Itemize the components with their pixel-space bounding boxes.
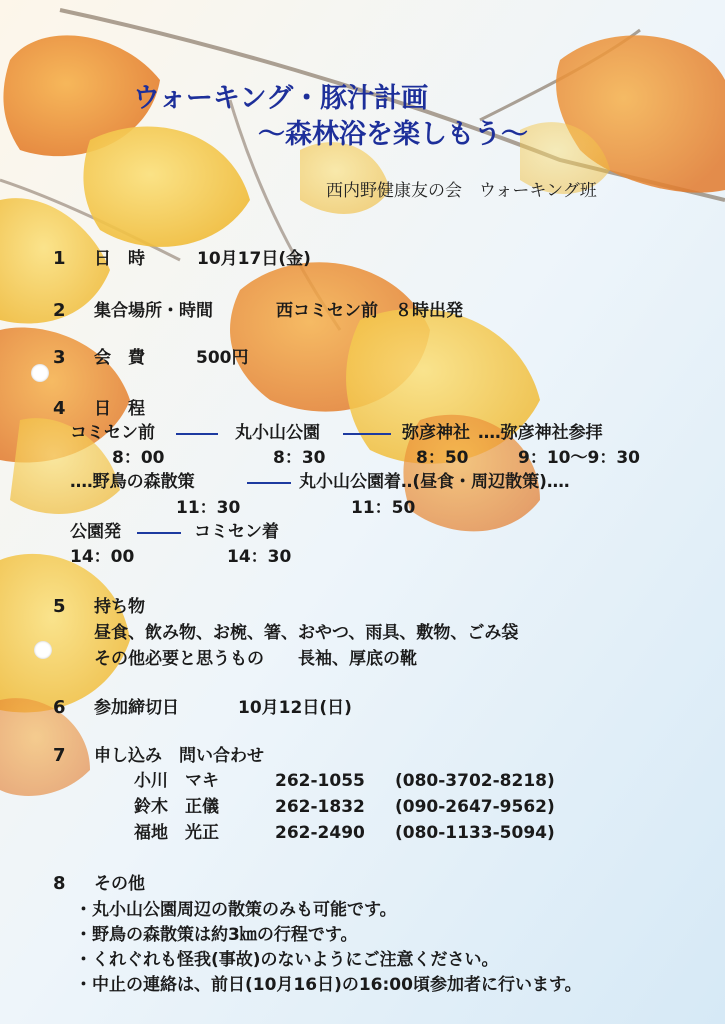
title-line-2: 〜森林浴を楽しもう〜 — [258, 119, 528, 150]
note-item: ・野鳥の森散策は約3㎞の行程です。 — [75, 925, 358, 945]
contact-phone: 262-1055 — [275, 771, 365, 791]
section-3-label: 会 費 — [94, 348, 145, 368]
punch-hole-bottom — [34, 641, 52, 659]
schedule-time: 14：00 — [70, 547, 135, 567]
belongings-line-1: 昼食、飲み物、お椀、箸、おやつ、雨具、敷物、ごみ袋 — [94, 623, 519, 643]
section-8-label: その他 — [94, 874, 145, 894]
schedule-time: 8：50 — [416, 448, 469, 468]
connector-line — [247, 482, 291, 484]
contact-name: 鈴木 正儀 — [134, 797, 219, 817]
contact-phone: 262-1832 — [275, 797, 365, 817]
section-4-label: 日 程 — [94, 399, 145, 419]
section-2-number: 2 — [53, 300, 66, 321]
note-item: ・中止の連絡は、前日(10月16日)の16:00頃参加者に行います。 — [75, 975, 582, 995]
section-1-number: 1 — [53, 248, 66, 269]
schedule-time: 14：30 — [227, 547, 292, 567]
belongings-line-2: その他必要と思うもの 長袖、厚底の靴 — [94, 649, 417, 669]
schedule-stop-shrine-visit: ‥‥弥彦神社参拝 — [478, 423, 603, 443]
section-5-number: 5 — [53, 596, 66, 617]
contact-name: 福地 光正 — [134, 823, 219, 843]
connector-line — [137, 532, 181, 534]
schedule-stop-shrine: 弥彦神社 — [402, 423, 470, 443]
section-6-number: 6 — [53, 697, 66, 718]
schedule-stop-park-depart: 公園発 — [70, 522, 121, 542]
organizer: 西内野健康友の会 ウォーキング班 — [326, 181, 597, 201]
schedule-time: 8：30 — [273, 448, 326, 468]
section-1-label: 日 時 — [94, 249, 145, 269]
schedule-stop-komisen: コミセン前 — [70, 423, 155, 443]
note-item: ・丸小山公園周辺の散策のみも可能です。 — [75, 900, 397, 920]
section-5-label: 持ち物 — [94, 597, 145, 617]
connector-line — [176, 433, 218, 435]
contact-mobile: (080-1133-5094) — [395, 823, 555, 843]
contact-mobile: (080-3702-8218) — [395, 771, 555, 791]
contact-phone: 262-2490 — [275, 823, 365, 843]
title-line-1: ウォーキング・豚汁計画 — [133, 83, 429, 114]
contact-name: 小川 マキ — [134, 771, 219, 791]
section-3-value: 500円 — [196, 348, 249, 368]
section-1-value: 10月17日(金) — [197, 249, 311, 269]
punch-hole-top — [31, 364, 49, 382]
contact-mobile: (090-2647-9562) — [395, 797, 555, 817]
schedule-time: 9：10〜9：30 — [518, 448, 640, 468]
schedule-stop-komisen-arrive: コミセン着 — [194, 522, 279, 542]
schedule-stop-park-arrive: 丸小山公園着‥(昼食・周辺散策)‥‥ — [299, 472, 570, 492]
note-item: ・くれぐれも怪我(事故)のないようにご注意ください。 — [75, 950, 499, 970]
schedule-stop-park: 丸小山公園 — [235, 423, 320, 443]
schedule-time: 11：50 — [351, 498, 416, 518]
schedule-time: 11：30 — [176, 498, 241, 518]
section-7-number: 7 — [53, 745, 66, 766]
section-3-number: 3 — [53, 347, 66, 368]
section-2-value: 西コミセン前 ８時出発 — [276, 301, 463, 321]
connector-line — [343, 433, 391, 435]
section-2-label: 集合場所・時間 — [94, 301, 213, 321]
schedule-stop-bird-forest: ‥‥野鳥の森散策 — [70, 472, 195, 492]
section-7-label: 申し込み 問い合わせ — [94, 746, 264, 766]
section-4-number: 4 — [53, 398, 66, 419]
section-8-number: 8 — [53, 873, 66, 894]
schedule-time: 8：00 — [112, 448, 165, 468]
section-6-label: 参加締切日 — [94, 698, 179, 718]
section-6-value: 10月12日(日) — [238, 698, 352, 718]
